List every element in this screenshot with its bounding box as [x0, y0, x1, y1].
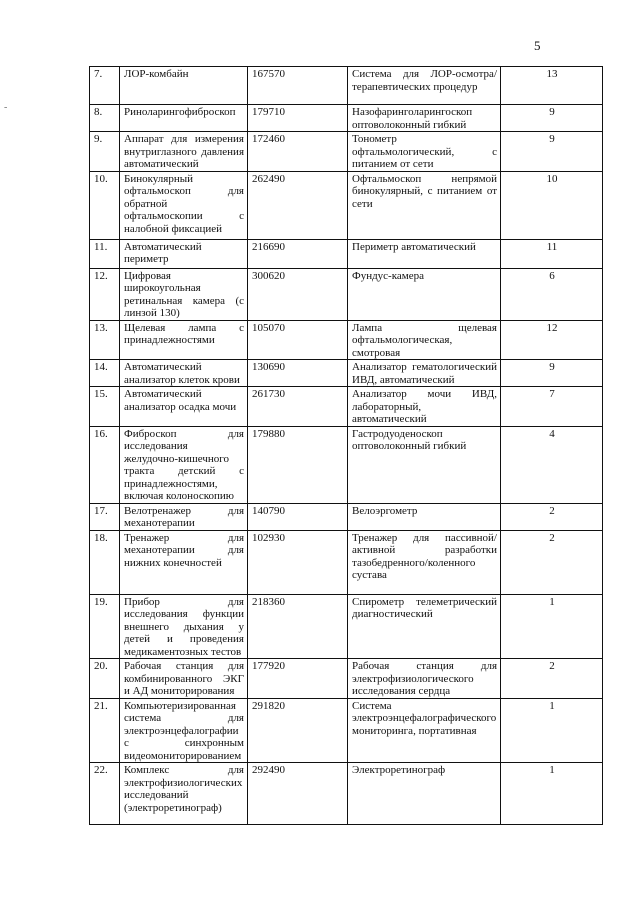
item-quantity: 2 [501, 530, 603, 594]
item-name: Цифровая широкоугольная ретинальная камера (с линзой 130) [120, 268, 248, 320]
row-number: 16. [90, 426, 120, 503]
item-code: 292490 [248, 763, 348, 825]
item-description: Гастродуоденоскоп оптоволоконный гибкий [348, 426, 501, 503]
item-code: 130690 [248, 360, 348, 387]
table-row [90, 426, 603, 503]
item-quantity: 13 [501, 67, 603, 105]
item-description: Тонометр офтальмологический, с питанием от сети [348, 132, 501, 172]
row-number: 11. [90, 239, 120, 268]
item-quantity: 1 [501, 698, 603, 763]
item-description: Лампа щелевая офтальмологическая, смотровая [348, 320, 501, 360]
equipment-table [89, 66, 603, 825]
item-description: Фундус-камера [348, 268, 501, 320]
item-description: Система для ЛОР-осмотра/терапевтических процедур [348, 67, 501, 105]
item-quantity: 12 [501, 320, 603, 360]
item-code: 216690 [248, 239, 348, 268]
item-description: Рабочая станция для электрофизиологического исследования сердца [348, 659, 501, 699]
item-code: 167570 [248, 67, 348, 105]
item-code: 172460 [248, 132, 348, 172]
table-row [90, 360, 603, 387]
row-number: 18. [90, 530, 120, 594]
item-name: Автоматический анализатор клеток крови [120, 360, 248, 387]
row-number: 14. [90, 360, 120, 387]
item-quantity: 2 [501, 503, 603, 530]
item-code: 218360 [248, 594, 348, 659]
item-name: Аппарат для измерения внутриглазного давления автоматический [120, 132, 248, 172]
item-description: Тренажер для пассивной/активной разработки тазобедренного/коленного сустава [348, 530, 501, 594]
item-name: Компьютеризированная система для электроэнцефалографии с синхронным видеомониторированием [120, 698, 248, 763]
item-code: 140790 [248, 503, 348, 530]
item-description: Назофаринголарингоскоп оптоволоконный гибкий [348, 105, 501, 132]
row-number: 20. [90, 659, 120, 699]
item-quantity: 1 [501, 594, 603, 659]
item-name: Фиброскоп для исследования желудочно-кишечного тракта детский с принадлежностями, включая колоноскопию [120, 426, 248, 503]
item-quantity: 10 [501, 171, 603, 239]
item-description: Электроретинограф [348, 763, 501, 825]
table-row [90, 320, 603, 360]
table-row [90, 594, 603, 659]
table-row [90, 387, 603, 427]
item-code: 262490 [248, 171, 348, 239]
table-row [90, 105, 603, 132]
row-number: 15. [90, 387, 120, 427]
table-row [90, 763, 603, 825]
item-code: 300620 [248, 268, 348, 320]
item-code: 105070 [248, 320, 348, 360]
table-row [90, 530, 603, 594]
item-description: Офтальмоскоп непрямой бинокулярный, с питанием от сети [348, 171, 501, 239]
item-description: Система электроэнцефалографического мониторинга, портативная [348, 698, 501, 763]
row-number: 12. [90, 268, 120, 320]
item-name: Прибор для исследования функции внешнего дыхания у детей и проведения медикаментозных тестов [120, 594, 248, 659]
row-number: 9. [90, 132, 120, 172]
item-quantity: 7 [501, 387, 603, 427]
table-body [90, 67, 603, 825]
table-row [90, 67, 603, 105]
item-name: Велотренажер для механотерапии [120, 503, 248, 530]
item-name: Рабочая станция для комбинированного ЭКГ и АД мониторирования [120, 659, 248, 699]
margin-mark: - [4, 102, 8, 113]
item-name: Щелевая лампа с принадлежностями [120, 320, 248, 360]
item-quantity: 9 [501, 105, 603, 132]
table-row [90, 239, 603, 268]
table-row [90, 659, 603, 699]
table-row [90, 268, 603, 320]
table-row [90, 171, 603, 239]
item-code: 177920 [248, 659, 348, 699]
item-code: 291820 [248, 698, 348, 763]
item-name: Риноларингофиброскоп [120, 105, 248, 132]
item-name: Тренажер для механотерапии для нижних конечностей [120, 530, 248, 594]
item-quantity: 4 [501, 426, 603, 503]
row-number: 8. [90, 105, 120, 132]
row-number: 17. [90, 503, 120, 530]
row-number: 19. [90, 594, 120, 659]
item-quantity: 2 [501, 659, 603, 699]
item-quantity: 6 [501, 268, 603, 320]
item-code: 179880 [248, 426, 348, 503]
item-name: Автоматический периметр [120, 239, 248, 268]
item-description: Велоэргометр [348, 503, 501, 530]
table-row [90, 132, 603, 172]
item-code: 261730 [248, 387, 348, 427]
item-quantity: 1 [501, 763, 603, 825]
item-description: Периметр автоматический [348, 239, 501, 268]
item-description: Анализатор мочи ИВД, лабораторный, автоматический [348, 387, 501, 427]
item-quantity: 11 [501, 239, 603, 268]
item-code: 179710 [248, 105, 348, 132]
item-description: Анализатор гематологический ИВД, автоматический [348, 360, 501, 387]
item-quantity: 9 [501, 132, 603, 172]
item-code: 102930 [248, 530, 348, 594]
item-description: Спирометр телеметрический диагностический [348, 594, 501, 659]
table-row [90, 503, 603, 530]
item-name: Бинокулярный офтальмоскоп для обратной офтальмоскопии с налобной фиксацией [120, 171, 248, 239]
row-number: 21. [90, 698, 120, 763]
table-row [90, 698, 603, 763]
item-name: Комплекс для электрофизиологических исследований (электроретинограф) [120, 763, 248, 825]
page-number: 5 [534, 38, 541, 53]
item-quantity: 9 [501, 360, 603, 387]
row-number: 7. [90, 67, 120, 105]
row-number: 10. [90, 171, 120, 239]
item-name: Автоматический анализатор осадка мочи [120, 387, 248, 427]
row-number: 13. [90, 320, 120, 360]
item-name: ЛОР-комбайн [120, 67, 248, 105]
row-number: 22. [90, 763, 120, 825]
